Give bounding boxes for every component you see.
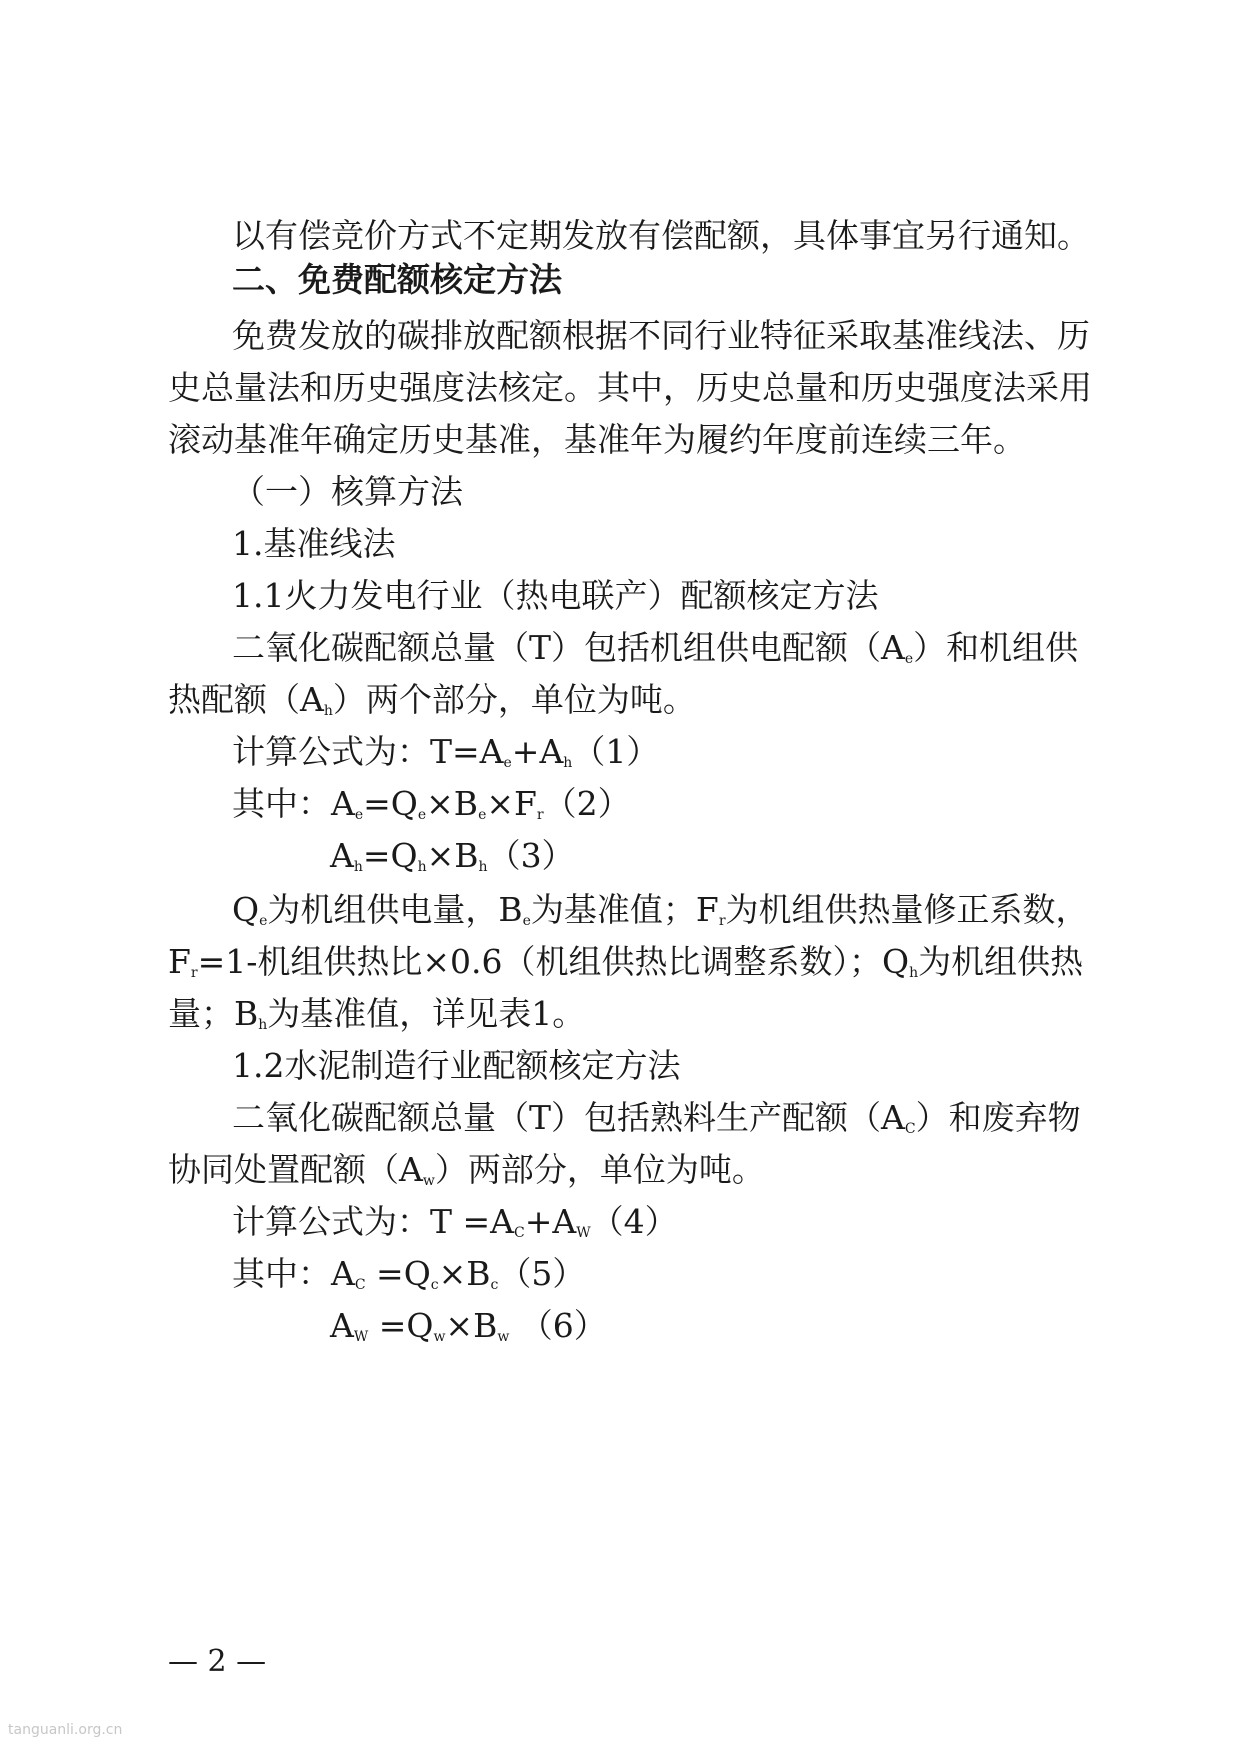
subscript: w: [497, 1329, 510, 1345]
subscript: e: [522, 913, 531, 929]
subscript: c: [490, 1277, 499, 1293]
text-run: +A: [524, 1202, 577, 1241]
text-run: ×F: [486, 784, 537, 823]
text-run: ×B: [426, 784, 479, 823]
text-run: （6）: [509, 1306, 607, 1345]
subscript: W: [576, 1225, 591, 1241]
text-run: 热配额（A: [168, 680, 324, 719]
industry-heading-cement: 1.2水泥制造行业配额核定方法: [232, 1046, 681, 1085]
text-run: ）和机组供: [913, 628, 1079, 667]
text-run: ×B: [438, 1254, 491, 1293]
paragraph-line-5a: [232, 1098, 1081, 1138]
subscript: e: [417, 807, 427, 823]
text-run: 其中：A: [232, 1254, 355, 1293]
subscript: h: [909, 965, 919, 981]
text-run: =Q: [363, 784, 418, 823]
text-run: （3）: [487, 836, 575, 875]
subscript: h: [563, 755, 573, 771]
text-run: +A: [511, 732, 564, 771]
subscript: h: [353, 859, 363, 875]
subscript: w: [433, 1329, 446, 1345]
paragraph-line-2a: 免费发放的碳排放配额根据不同行业特征采取基准线法、历: [232, 316, 1090, 355]
text-run: （1）: [572, 732, 660, 771]
subscript: h: [323, 703, 333, 719]
text-run: 二氧化碳配额总量（T）包括机组供电配额（A: [232, 628, 905, 667]
text-run: ）两个部分，单位为吨。: [332, 680, 696, 719]
formula-5: [232, 1254, 585, 1294]
text-run: 为机组供热量修正系数，: [725, 890, 1089, 929]
subscript: r: [536, 807, 544, 823]
subscript: e: [478, 807, 487, 823]
subscript: e: [259, 913, 268, 929]
subscript: C: [513, 1225, 525, 1241]
text-run: （4）: [590, 1202, 678, 1241]
text-run: 为机组供热: [918, 942, 1084, 981]
text-run: ×B: [426, 836, 479, 875]
text-run: 协同处置配额（A: [168, 1150, 423, 1189]
paragraph-line-5b: [168, 1150, 765, 1190]
text-run: 为基准值；F: [530, 890, 719, 929]
subscript: e: [354, 807, 364, 823]
text-run: =Q: [362, 836, 418, 875]
text-run: 为基准值，详见表1。: [267, 994, 586, 1033]
subscript: h: [417, 859, 427, 875]
page-number: — 2 —: [168, 1644, 267, 1679]
subscript: h: [258, 1017, 268, 1033]
section-heading: 二、免费配额核定方法: [232, 260, 562, 299]
paragraph-line-3b: [168, 680, 696, 720]
method-heading: 1.基准线法: [232, 524, 396, 563]
paragraph-line-2c: 滚动基准年确定历史基准，基准年为履约年度前连续三年。: [168, 420, 1026, 459]
paragraph-line-1: 以有偿竞价方式不定期发放有偿配额，具体事宜另行通知。: [232, 216, 1090, 255]
subscript: r: [190, 965, 198, 981]
formula-3: [330, 836, 575, 876]
text-run: A: [330, 1306, 354, 1345]
watermark-text: tanguanli.org.cn: [8, 1722, 123, 1738]
paragraph-line-4c: [168, 994, 585, 1034]
subscript: e: [503, 755, 512, 771]
text-run: ×B: [445, 1306, 498, 1345]
subscript: C: [904, 1121, 916, 1137]
text-run: ）两部分，单位为吨。: [434, 1150, 765, 1189]
text-run: F: [168, 942, 191, 981]
subscript: c: [430, 1277, 439, 1293]
subscript: r: [718, 913, 726, 929]
subscript: C: [354, 1277, 366, 1293]
industry-heading-power: 1.1火力发电行业（热电联产）配额核定方法: [232, 576, 879, 615]
text-run: ）和废弃物: [915, 1098, 1081, 1137]
subscript: W: [353, 1329, 369, 1345]
text-run: =Q: [365, 1254, 431, 1293]
subscript: e: [904, 651, 914, 667]
text-run: Q: [232, 890, 260, 929]
subscript: h: [478, 859, 488, 875]
text-run: =1-机组供热比×0.6（机组供热比调整系数）；Q: [197, 942, 910, 981]
formula-1: [232, 732, 659, 772]
subscript: w: [422, 1173, 435, 1189]
text-run: 计算公式为：T=A: [232, 732, 504, 771]
text-run: =Q: [368, 1306, 434, 1345]
paragraph-line-2b: 史总量法和历史强度法核定。其中，历史总量和历史强度法采用: [168, 368, 1092, 407]
text-run: 为机组供电量，B: [267, 890, 523, 929]
paragraph-line-3a: [232, 628, 1079, 668]
formula-4: [232, 1202, 678, 1242]
formula-2: [232, 784, 631, 824]
text-run: （5）: [498, 1254, 586, 1293]
formula-6: [330, 1306, 607, 1346]
text-run: （2）: [543, 784, 631, 823]
paragraph-line-4b: [168, 942, 1084, 982]
text-run: 计算公式为：T =A: [232, 1202, 514, 1241]
text-run: 量；B: [168, 994, 259, 1033]
text-run: A: [330, 836, 354, 875]
paragraph-line-4a: [232, 890, 1089, 930]
text-run: 二氧化碳配额总量（T）包括熟料生产配额（A: [232, 1098, 905, 1137]
subsection-heading: （一）核算方法: [232, 472, 463, 511]
text-run: 其中：A: [232, 784, 355, 823]
